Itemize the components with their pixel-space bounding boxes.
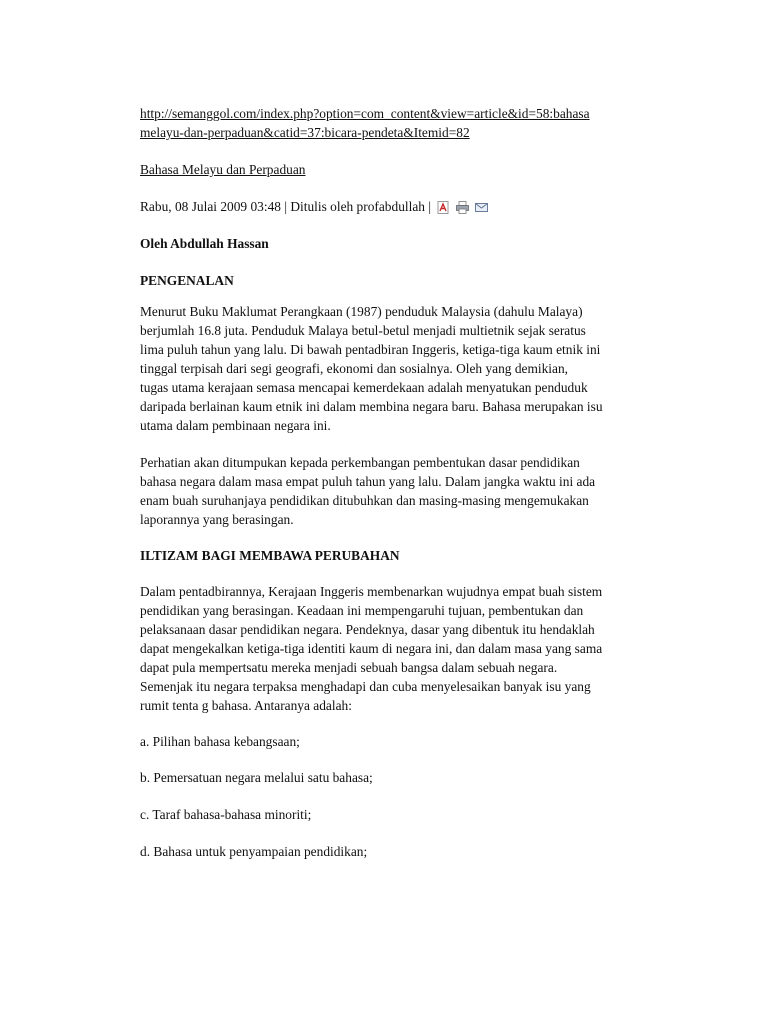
text-line: pendidikan yang berasingan. Keadaan ini mempengaruhi tujuan, pembentukan dan <box>140 603 584 618</box>
text-line: dapat mengekalkan ketiga-tiga identiti kaum di negara ini, dan dalam masa yang sama <box>140 641 603 656</box>
article-title-link[interactable]: Bahasa Melayu dan Perpaduan <box>140 162 306 177</box>
list-item: b. Pemersatuan negara melalui satu bahasa; <box>140 770 373 785</box>
meta-text: Rabu, 08 Julai 2009 03:48 | Ditulis oleh profabdullah | <box>140 199 431 214</box>
text-line: tinggal terpisah dari segi geografi, ekonomi dan sosialnya. Oleh yang demikian, <box>140 361 569 376</box>
text-line: Perhatian akan ditumpukan kepada perkembangan pembentukan dasar pendidikan <box>140 455 580 470</box>
source-url[interactable] <box>140 104 640 142</box>
text-line: utama dalam pembinaan negara ini. <box>140 418 331 433</box>
text-line: Semenjak itu negara terpaksa menghadapi dan cuba menyelesaikan banyak isu yang <box>140 679 591 694</box>
article-title[interactable] <box>140 160 640 179</box>
text-line: pelaksanaan dasar pendidikan negara. Pendeknya, dasar yang dibentuk itu hendaklah <box>140 622 595 637</box>
article-meta <box>140 197 640 216</box>
text-line: Menurut Buku Maklumat Perangkaan (1987) penduduk Malaysia (dahulu Malaya) <box>140 304 583 319</box>
text-line: Dalam pentadbirannya, Kerajaan Inggeris membenarkan wujudnya empat buah sistem <box>140 584 603 599</box>
text-line: enam buah suruhanjaya pendidikan ditubuhkan dan masing-masing mengemukakan <box>140 493 589 508</box>
text-line: bahasa negara dalam masa empat puluh tahun yang lalu. Dalam jangka waktu ini ada <box>140 474 596 489</box>
text-line: dapat pula mempertsatu mereka menjadi sebuah bangsa dalam sebuah negara. <box>140 660 558 675</box>
list-item: d. Bahasa untuk penyampaian pendidikan; <box>140 844 368 859</box>
author-line: Oleh Abdullah Hassan <box>140 236 269 251</box>
paragraph-3 <box>140 582 640 715</box>
list-item: c. Taraf bahasa-bahasa minoriti; <box>140 807 312 822</box>
paragraph-1 <box>140 302 640 435</box>
source-url-line1[interactable]: http://semanggol.com/index.php?option=com_content&view=article&id=58:bahasa <box>140 106 590 121</box>
text-line: daripada berlainan kaum etnik ini dalam membina negara baru. Bahasa merupakan isu <box>140 399 603 414</box>
text-line: rumit tenta g bahasa. Antaranya adalah: <box>140 698 352 713</box>
pdf-icon[interactable] <box>437 200 450 213</box>
print-icon[interactable] <box>456 200 469 213</box>
text-line: laporannya yang berasingan. <box>140 512 294 527</box>
section-heading-pengenalan: PENGENALAN <box>140 273 234 288</box>
list-item: a. Pilihan bahasa kebangsaan; <box>140 734 300 749</box>
text-line: berjumlah 16.8 juta. Penduduk Malaya betul-betul menjadi multietnik sejak seratus <box>140 323 586 338</box>
paragraph-2 <box>140 453 640 529</box>
email-icon[interactable] <box>475 200 488 213</box>
section-heading-iltizam: ILTIZAM BAGI MEMBAWA PERUBAHAN <box>140 548 400 563</box>
text-line: tugas utama kerajaan semasa mencapai kemerdekaan adalah menyatukan penduduk <box>140 380 588 395</box>
source-url-line2[interactable]: melayu-dan-perpaduan&catid=37:bicara-pendeta&Itemid=82 <box>140 125 470 140</box>
text-line: lima puluh tahun yang lalu. Di bawah pentadbiran Inggeris, ketiga-tiga kaum etnik ini <box>140 342 601 357</box>
